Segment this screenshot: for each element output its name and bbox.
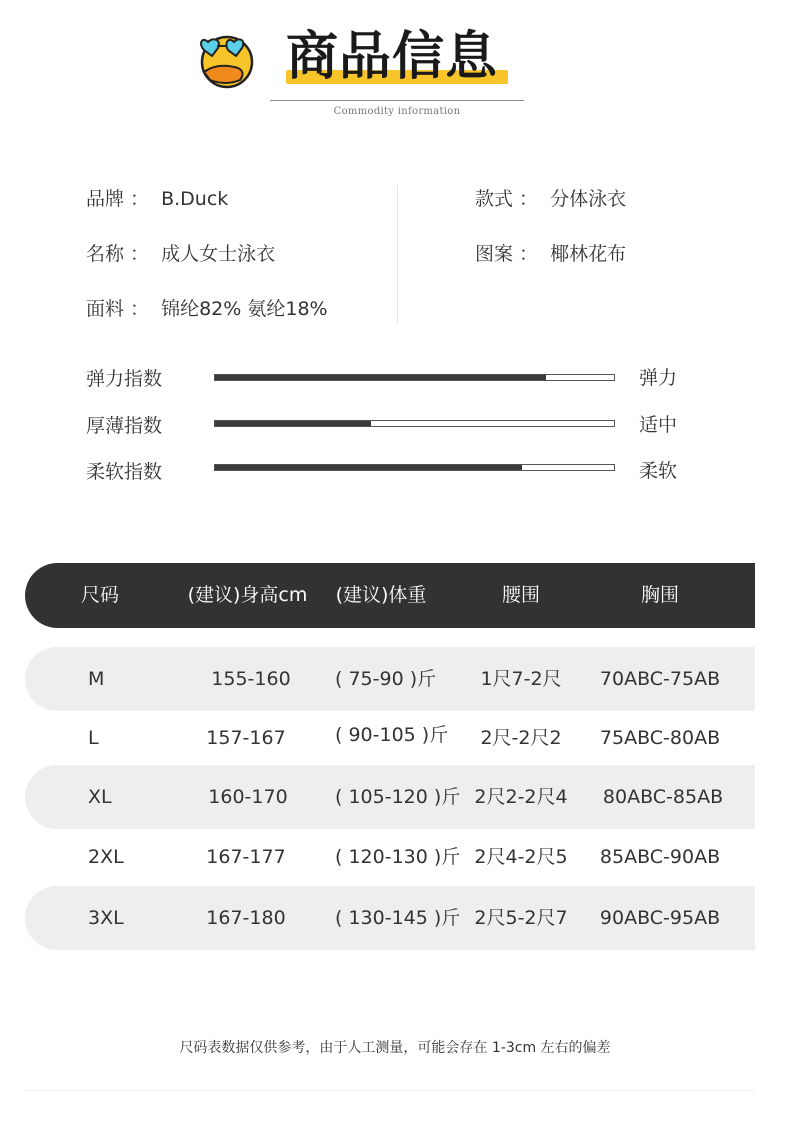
cell-height: 157-167 [206,727,286,749]
page-title: 商品信息 [286,27,499,87]
cell-height: 167-177 [206,846,286,868]
table-row [25,647,755,711]
cell-bust: 80ABC-85AB [602,786,724,808]
softness-index-bar [214,464,615,471]
cell-waist: 2尺2-2尺4 [474,786,568,808]
info-brand-value: B.Duck [161,188,229,210]
thickness-index-label: 厚薄指数 [86,415,163,437]
cell-size: 3XL [88,907,124,929]
cell-size: 2XL [88,846,124,868]
cell-weight: ( 120-130 )斤 [335,846,461,868]
info-fabric-value: 锦纶82% 氨纶18% [161,298,328,320]
cell-bust: 85ABC-90AB [599,846,721,868]
size-disclaimer: 尺码表数据仅供参考，由于人工测量，可能会存在 1-3cm 左右的偏差 [179,1040,611,1056]
elasticity-index-fill [215,375,546,380]
header-waist: 腰围 [501,584,540,606]
cell-height: 167-180 [206,907,286,929]
header-size: 尺码 [80,584,119,606]
info-brand-label: 品牌 ： [86,188,150,210]
cell-bust: 70ABC-75AB [599,668,721,690]
cell-height: 160-170 [208,786,288,808]
cell-height: 155-160 [211,668,291,690]
elasticity-index-label: 弹力指数 [86,368,163,390]
cell-bust: 75ABC-80AB [599,727,721,749]
softness-index-label: 柔软指数 [86,461,163,483]
header-height: (建议)身高cm [187,584,308,606]
info-pattern-label: 图案 ： [475,243,539,265]
info-pattern-value: 椰林花布 [550,243,627,265]
thickness-index-fill [215,421,371,426]
info-divider [397,185,398,323]
elasticity-index-value: 弹力 [639,367,678,389]
info-brand [86,184,228,211]
duck-logo-icon [196,28,258,90]
bottom-divider [25,1090,755,1091]
cell-weight: ( 90-105 )斤 [335,724,449,746]
cell-waist: 2尺4-2尺5 [474,846,568,868]
table-row [25,886,755,950]
cell-weight: ( 105-120 )斤 [335,786,461,808]
table-row [25,825,755,889]
thickness-index-bar [214,420,615,427]
elasticity-index-bar [214,374,615,381]
cell-size: XL [88,786,112,808]
table-row [25,765,755,829]
info-pattern [475,239,626,266]
header-bust: 胸围 [640,584,679,606]
cell-waist: 2尺5-2尺7 [474,907,568,929]
cell-bust: 90ABC-95AB [599,907,721,929]
info-fabric-label: 面料 ： [86,298,150,320]
cell-weight: ( 75-90 )斤 [335,668,437,690]
info-style [475,184,626,211]
cell-size: L [88,727,99,749]
title-divider [270,100,524,101]
cell-waist: 1尺7-2尺 [480,668,562,690]
size-table-header [25,563,755,628]
page-subtitle: Commodity information [333,106,461,117]
header-weight: (建议)体重 [335,584,427,606]
info-name-label: 名称 ： [86,243,150,265]
cell-size: M [88,668,105,690]
info-fabric [86,294,328,321]
thickness-index-value: 适中 [639,414,678,436]
cell-weight: ( 130-145 )斤 [335,907,461,929]
softness-index-value: 柔软 [639,460,678,482]
info-name [86,239,275,266]
info-style-label: 款式 ： [475,188,539,210]
info-name-value: 成人女士泳衣 [161,243,276,265]
cell-waist: 2尺-2尺2 [480,727,562,749]
table-row [25,706,755,770]
softness-index-fill [215,465,522,470]
info-style-value: 分体泳衣 [550,188,627,210]
